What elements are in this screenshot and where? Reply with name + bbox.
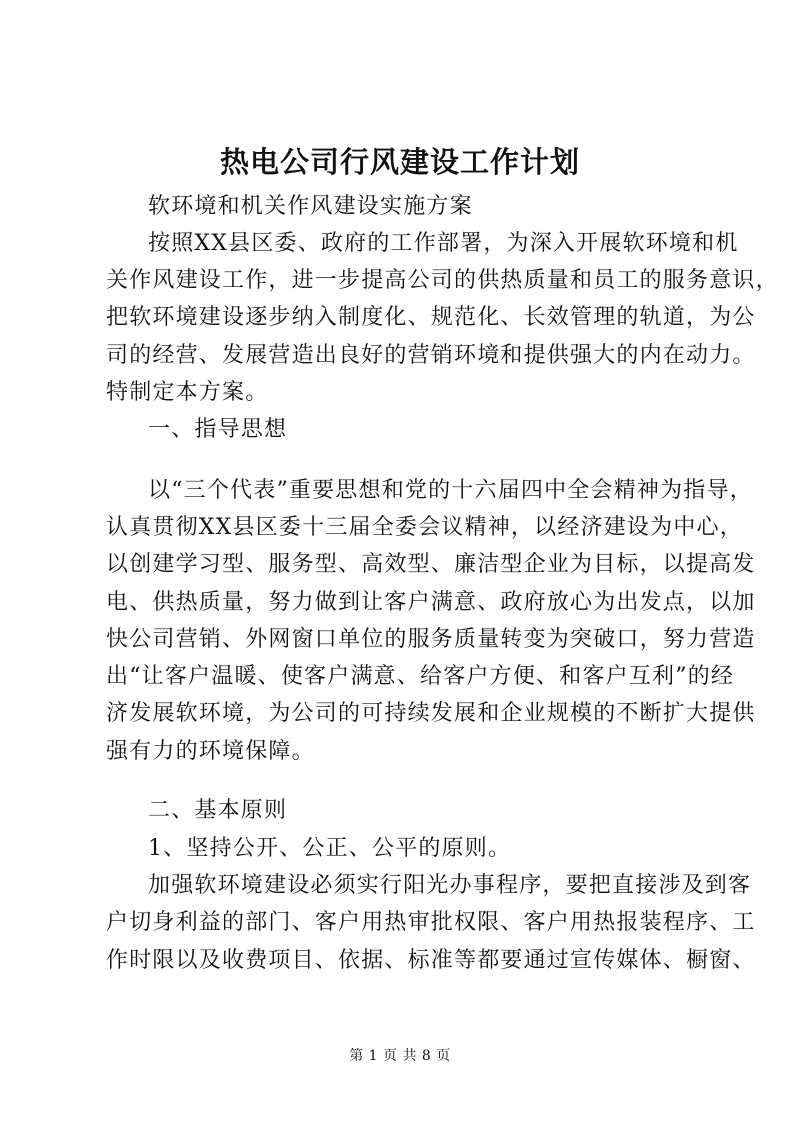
- section-heading: 一、指导思想: [148, 417, 288, 442]
- body-line: 快公司营销、外网窗口单位的服务质量转变为突破口，努力营造: [106, 627, 756, 652]
- body-line: 出“让客户温暖、使客户满意、给客户方便、和客户互利”的经: [106, 664, 735, 689]
- subtitle-line: 软环境和机关作风建设实施方案: [148, 194, 473, 219]
- section-heading: 二、基本原则: [148, 798, 288, 823]
- body-line: 电、供热质量，努力做到让客户满意、政府放心为出发点，以加: [106, 590, 756, 615]
- body-line: 司的经营、发展营造出良好的营销环境和提供强大的内在动力。: [106, 343, 756, 368]
- numbered-item: 1、坚持公开、公正、公平的原则。: [148, 836, 512, 861]
- body-line: 济发展软环境，为公司的可持续发展和企业规模的不断扩大提供: [106, 701, 756, 726]
- body-line: 以“三个代表”重要思想和党的十六届四中全会精神为指导，: [148, 478, 753, 503]
- body-line: 以创建学习型、服务型、高效型、廉洁型企业为目标，以提高发: [106, 552, 756, 577]
- body-line: 特制定本方案。: [106, 380, 269, 405]
- body-line: 关作风建设工作，进一步提高公司的供热质量和员工的服务意识，: [106, 268, 779, 293]
- page-footer: 第 1 页 共 8 页: [349, 1048, 451, 1064]
- body-line: 强有力的环境保障。: [106, 739, 315, 764]
- body-line: 作时限以及收费项目、依据、标准等都要通过宣传媒体、橱窗、: [106, 948, 756, 973]
- body-line: 加强软环境建设必须实行阳光办事程序，要把直接涉及到客: [148, 873, 752, 898]
- document-title: 热电公司行风建设工作计划: [219, 145, 580, 179]
- body-line: 户切身利益的部门、客户用热审批权限、客户用热报装程序、工: [106, 910, 756, 935]
- body-line: 认真贯彻XX县区委十三届全委会议精神，以经济建设为中心，: [106, 515, 743, 540]
- body-line: 把软环境建设逐步纳入制度化、规范化、长效管理的轨道，为公: [106, 305, 756, 330]
- body-line: 按照XX县区委、政府的工作部署，为深入开展软环境和机: [148, 231, 739, 256]
